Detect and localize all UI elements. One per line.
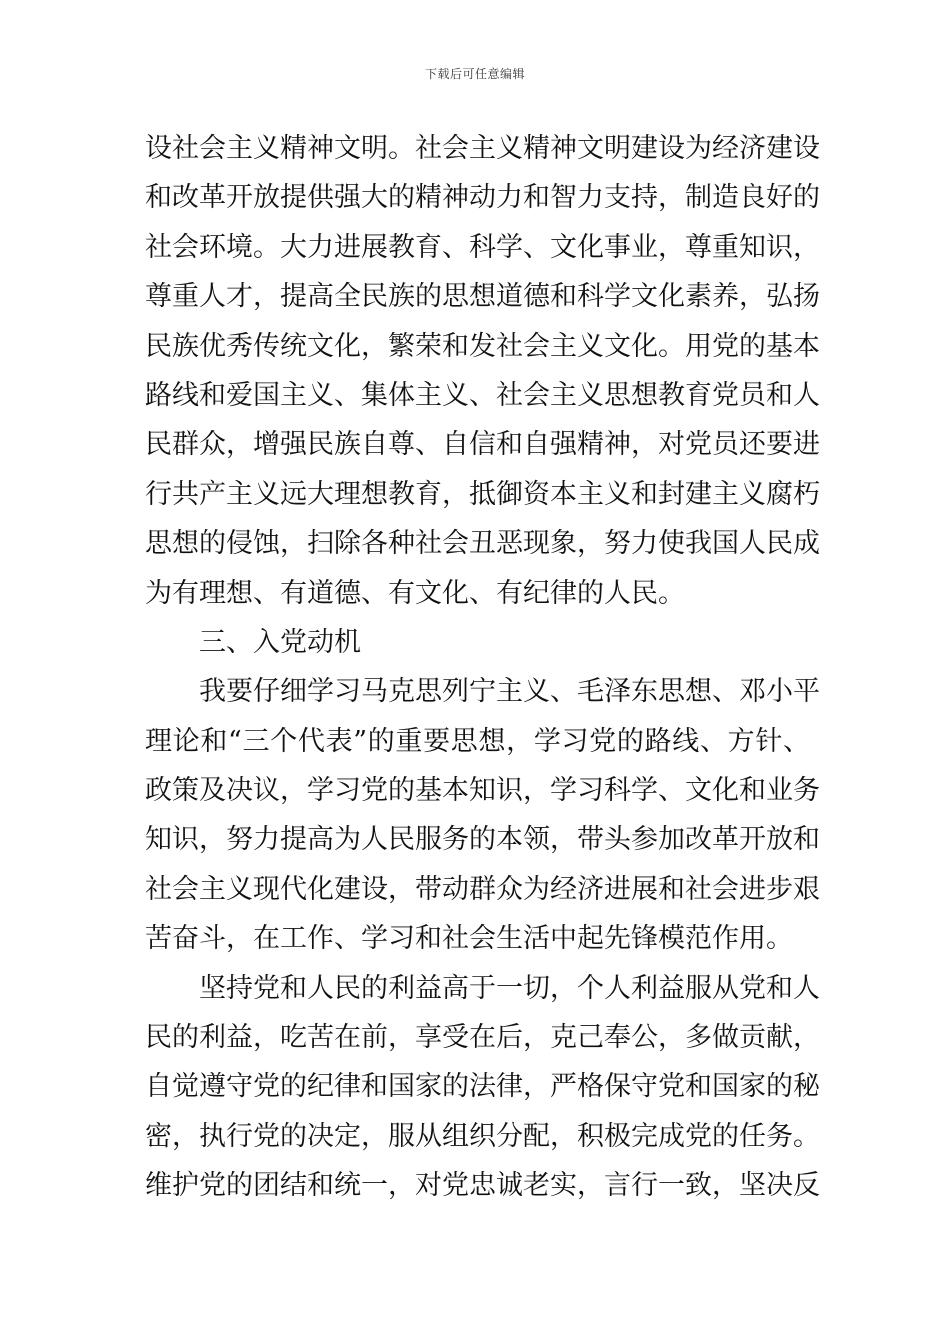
text-line: 政策及决议，学习党的基本知识，学习科学、文化和业务 [145, 775, 820, 807]
text-line: 路线和爱国主义、集体主义、社会主义思想教育党员和人 [145, 379, 820, 411]
text-line: 我要仔细学习马克思列宁主义、毛泽东思想、邓小平 [199, 676, 820, 708]
text-line: 坚持党和人民的利益高于一切，个人利益服从党和人 [199, 972, 820, 1004]
page-header: 下载后可任意编辑 [424, 67, 525, 81]
text-line: 尊重人才，提高全民族的思想道德和科学文化素养，弘扬 [145, 281, 820, 313]
text-line: 设社会主义精神文明。社会主义精神文明建设为经济建设 [145, 133, 820, 164]
text-line: 民的利益，吃苦在前，享受在后，克己奉公，多做贡献， [145, 1022, 820, 1054]
text-line: 知识，努力提高为人民服务的本领，带头参加改革开放和 [145, 824, 820, 856]
text-line: 维护党的团结和统一，对党忠诚老实，言行一致，坚决反 [145, 1170, 820, 1202]
text-line: 思想的侵蚀，扫除各种社会丑恶现象，努力使我国人民成 [145, 528, 820, 560]
text-line: 和改革开放提供强大的精神动力和智力支持，制造良好的 [145, 182, 820, 214]
text-line: 苦奋斗，在工作、学习和社会生活中起先锋模范作用。 [145, 923, 793, 955]
section-heading: 三、入党动机 [199, 626, 361, 658]
text-line: 理论和“三个代表”的重要思想，学习党的路线、方针、 [145, 725, 810, 757]
document-body [145, 124, 820, 1211]
text-line: 为有理想、有道德、有文化、有纪律的人民。 [145, 577, 685, 609]
text-line: 民群众，增强民族自尊、自信和自强精神，对党员还要进 [145, 429, 820, 461]
text-line: 民族优秀传统文化，繁荣和发社会主义文化。用党的基本 [145, 330, 820, 362]
text-line: 社会环境。大力进展教育、科学、文化事业，尊重知识， [145, 231, 820, 263]
text-line: 行共产主义远大理想教育，抵御资本主义和封建主义腐朽 [145, 478, 820, 510]
text-line: 社会主义现代化建设，带动群众为经济进展和社会进步艰 [145, 873, 820, 905]
text-line: 自觉遵守党的纪律和国家的法律，严格保守党和国家的秘 [145, 1071, 820, 1103]
text-line: 密，执行党的决定，服从组织分配，积极完成党的任务。 [145, 1120, 820, 1152]
